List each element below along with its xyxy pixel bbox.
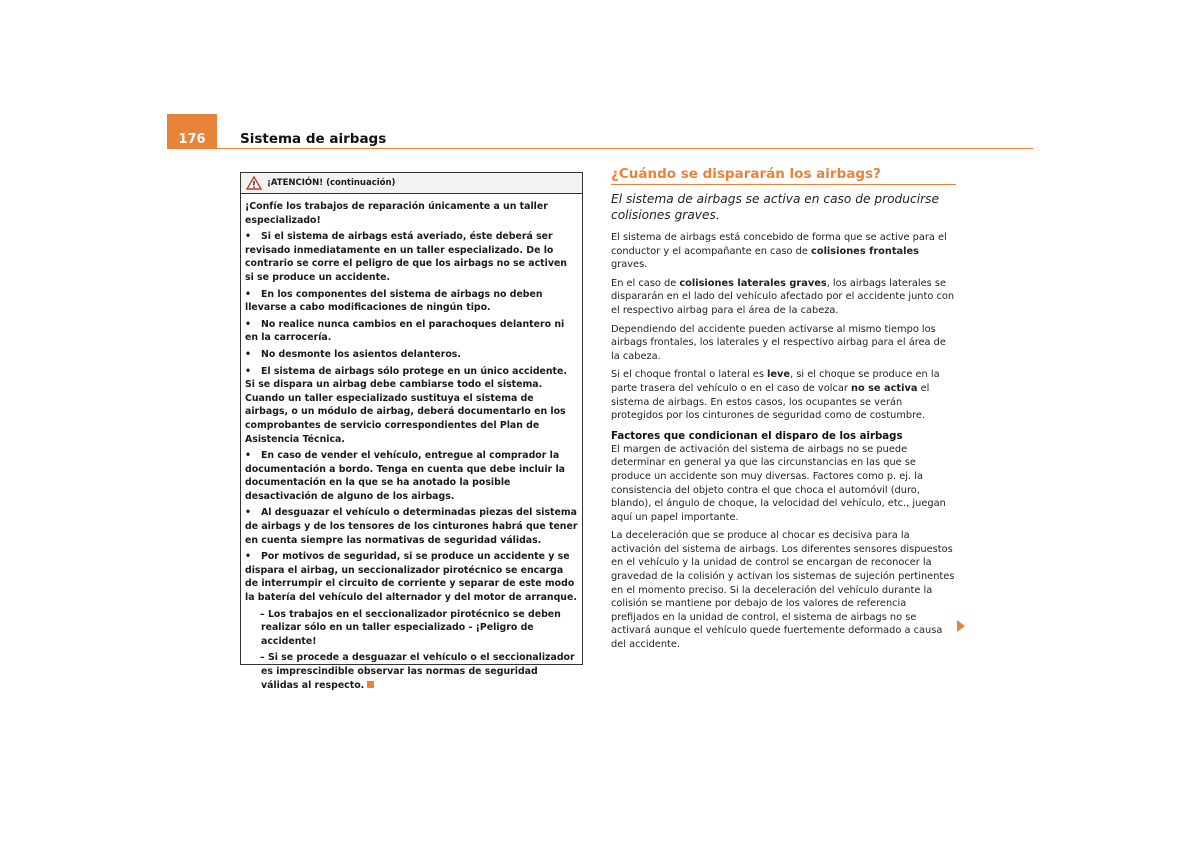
warning-item: • En los componentes del sistema de airbags no deben llevarse a cabo modificaciones de ningún tipo. bbox=[245, 288, 543, 314]
article-paragraph: La deceleración que se produce al chocar es decisiva para la activación del sistema de airbags. Los diferentes sensores dispuestos en el vehículo y la unidad de control se encargan de reconocer la gravedad de la colisión y activan los sistemas de sujeción pertinentes en el momento preciso. Si la deceleración del vehículo durante la colisión se mantiene por debajo de los valores de referencia prefijados en la unidad de control, el sistema de airbags no se activará aunque el vehículo quede fuertemente deformado a causa del accidente. bbox=[611, 530, 955, 651]
article-paragraph: El sistema de airbags está concebido de forma que se active para el conductor y el acompañante en caso de colisiones frontales graves. bbox=[611, 232, 947, 271]
warning-triangle-icon bbox=[246, 176, 262, 190]
warning-body bbox=[241, 194, 582, 692]
warning-title: ¡ATENCIÓN! (continuación) bbox=[267, 178, 396, 188]
page-number: 176 bbox=[167, 114, 217, 149]
warning-subitem: – Si se procede a desguazar el vehículo o el seccionalizador es imprescindible observar las normas de seguridad válidas al respecto. bbox=[260, 652, 575, 691]
warning-item: • No realice nunca cambios en el parachoques delantero ni en la carrocería. bbox=[245, 318, 565, 344]
article-paragraph: Si el choque frontal o lateral es leve, si el choque se produce en la parte trasera del vehículo o en el caso de volcar no se activa el sistema de airbags. En estos casos, los ocupantes se verán protegidos por los cinturones de seguridad como de costumbre. bbox=[611, 369, 940, 422]
article-paragraph: Dependiendo del accidente pueden activarse al mismo tiempo los airbags frontales, los laterales y el respectivo airbag para el área de la cabeza. bbox=[611, 323, 946, 362]
warning-box bbox=[240, 172, 583, 691]
article-subheading: Factores que condicionan el disparo de los airbags bbox=[611, 430, 903, 442]
continue-arrow-icon bbox=[957, 620, 965, 632]
article bbox=[611, 166, 956, 657]
article-heading: ¿Cuándo se dispararán los airbags? bbox=[611, 166, 956, 185]
warning-item: • Si el sistema de airbags está averiado, éste deberá ser revisado inmediatamente en un taller especializado. De lo contrario se corre el peligro de que los airbags no se activen si se produce un accidente. bbox=[245, 231, 567, 283]
warning-item: • El sistema de airbags sólo protege en un único accidente. Si se dispara un airbag debe cambiarse todo el sistema. Cuando un taller especializado sustituya el sistema de airbags, o un módulo de airbag, deberá documentarlo en los comprobantes de servicio correspondientes del Plan de Asistencia Técnica. bbox=[245, 365, 567, 445]
warning-item: • En caso de vender el vehículo, entregue al comprador la documentación a bordo. Tenga en cuenta que debe incluir la documentación en la que se ha anotado la posible desactivación de alguno de los airbags. bbox=[245, 450, 565, 502]
end-of-section-marker bbox=[367, 681, 374, 688]
warning-item: • Al desguazar el vehículo o determinadas piezas del sistema de airbags y de los tensores de los cinturones habrá que tener en cuenta siempre las normativas de seguridad válidas. bbox=[245, 507, 578, 546]
article-paragraph: En el caso de colisiones laterales graves, los airbags laterales se dispararán en el lado del vehículo afectado por el accidente junto con el respectivo airbag para el área de la cabeza. bbox=[611, 277, 955, 316]
section-title: Sistema de airbags bbox=[240, 131, 387, 147]
warning-item: • No desmonte los asientos delanteros. bbox=[245, 348, 461, 360]
header-rule bbox=[167, 148, 1033, 149]
warning-item: • Por motivos de seguridad, si se produce un accidente y se dispara el airbag, un seccionalizador pirotécnico se encarga de interrumpir el circuito de corriente y separar de este modo la batería del vehículo del alternador y del motor de arranque. bbox=[245, 551, 577, 604]
warning-intro: ¡Confíe los trabajos de reparación únicamente a un taller especializado! bbox=[245, 201, 548, 226]
article-paragraph: El margen de activación del sistema de airbags no se puede determinar en general ya que las circunstancias en las que se produce un accidente son muy diversas. Factores como p. ej. la consistencia del objeto contra el que choca el automóvil (duro, blando), el ángulo de choque, la velocidad del vehículo, etc., juegan aquí un papel importante. bbox=[611, 443, 946, 523]
article-lead: El sistema de airbags se activa en caso de producirse colisiones graves. bbox=[611, 192, 939, 222]
warning-subitem: – Los trabajos en el seccionalizador pirotécnico se deben realizar sólo en un taller especializado - ¡Peligro de accidente! bbox=[260, 608, 561, 647]
warning-header bbox=[241, 173, 582, 194]
